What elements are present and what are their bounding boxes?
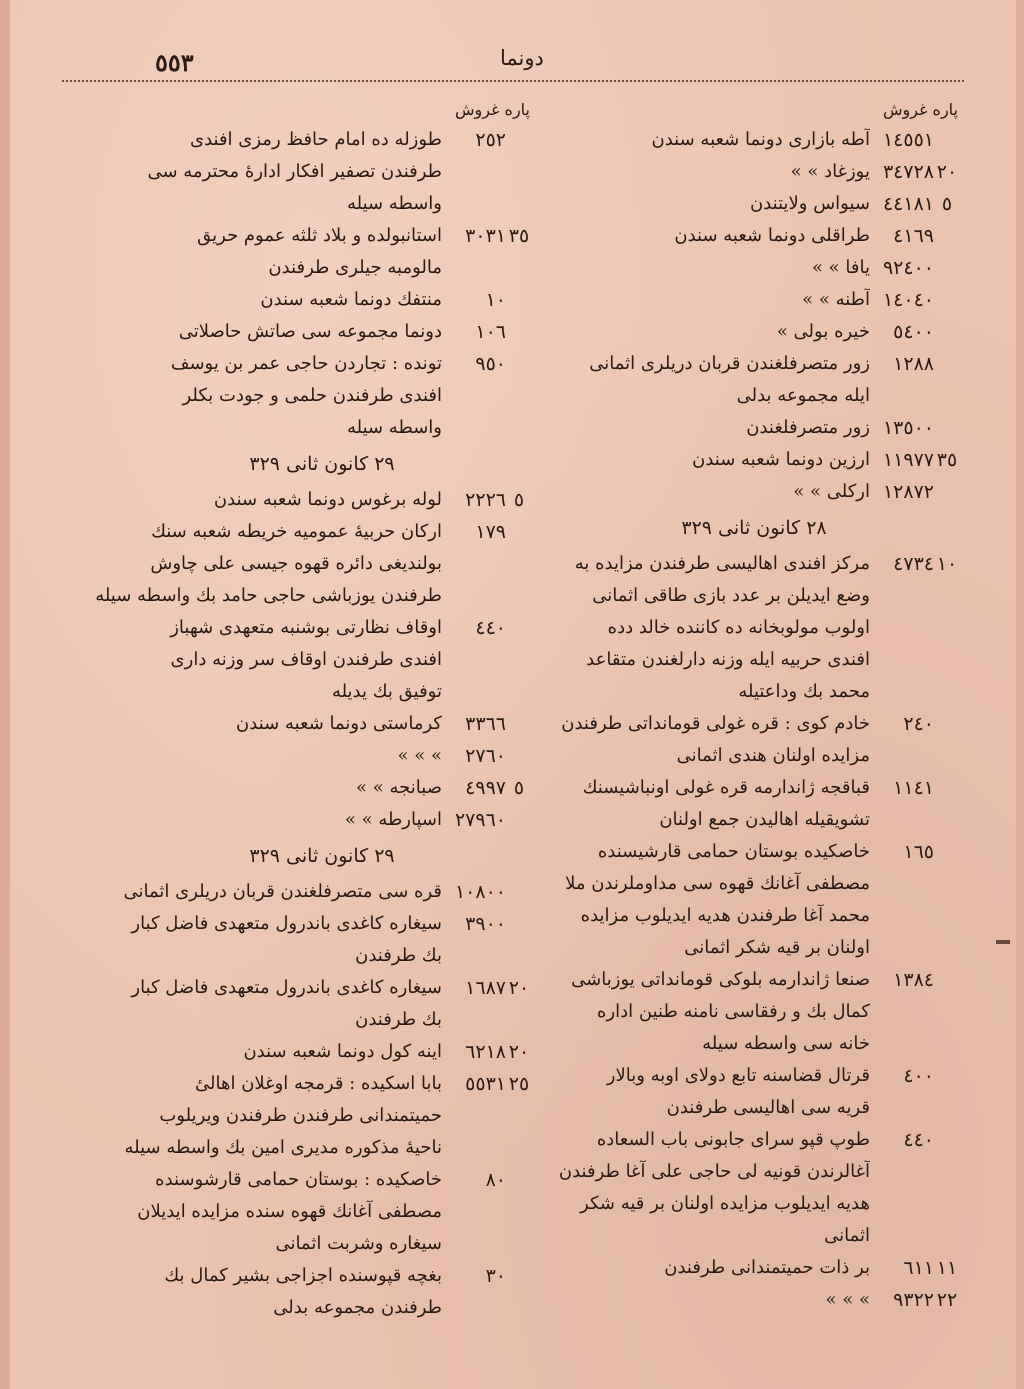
kurush-amount: ٣٠٣١	[465, 225, 506, 247]
entry-line: مرکز افندی اهالیسی طرفندن مزایده به	[574, 553, 870, 574]
ledger-entry	[548, 444, 960, 476]
kurush-amount: ٢٧٦٠	[465, 745, 506, 767]
entry-line: هدیه ایدیلوب مزایده اولنان بر قیه شکر	[580, 1193, 870, 1214]
entry-description	[112, 740, 442, 772]
para-amount: ٥	[941, 193, 953, 215]
entry-line: آطنه » »	[802, 289, 870, 310]
entry-line: اولوب مولوبخانه ده کاننده خالد دده	[607, 617, 870, 638]
kurush-amount: ١١٤١	[893, 777, 934, 799]
entry-description	[112, 316, 442, 348]
entry-description	[95, 516, 442, 612]
entry-line: طوپ قپو سرای جابونی باب السعاده	[596, 1129, 870, 1150]
entry-description	[548, 444, 870, 476]
left-column	[95, 96, 532, 1324]
entry-description	[112, 284, 442, 316]
right-column	[548, 96, 960, 1316]
entry-description	[548, 708, 870, 772]
entry-description	[548, 124, 870, 156]
kurush-amount: ٩٣٢٢	[893, 1289, 934, 1311]
ledger-entry	[548, 316, 960, 348]
para-amount: ٢٠	[936, 161, 958, 183]
kurush-amount: ٣٩٠٠	[465, 913, 506, 935]
entry-line: زور متصرفلغندن قربان دریلری اثمانی	[589, 353, 870, 374]
page-edge-right	[1016, 0, 1024, 1389]
kurush-amount: ٤٤٠	[903, 1129, 934, 1151]
entry-line: سیغاره کاغدی باندرول متعهدی فاضل کبار	[131, 913, 442, 934]
ledger-entry	[112, 1068, 532, 1164]
kurush-amount: ١٣٨٤	[893, 969, 934, 991]
kurush-amount: ١٦٨٧	[465, 977, 506, 999]
entry-description	[112, 220, 442, 284]
entry-description	[548, 964, 870, 1060]
ledger-entry	[548, 412, 960, 444]
ledger-entry	[548, 836, 960, 964]
entry-line: بغچه قپوسنده اجزاجی بشیر کمال بك	[164, 1265, 442, 1286]
entry-line: کمال بك و رفقاسی نامنه طنین اداره	[597, 1001, 870, 1022]
kurush-amount: ٣٤٧٢٨	[882, 161, 934, 183]
entry-line: اینه کول دونما شعبه سندن	[243, 1041, 442, 1062]
entry-line: قره سی متصرفلغندن قربان دریلری اثمانی	[123, 881, 442, 902]
entry-description	[548, 772, 870, 836]
ledger-entry	[548, 1252, 960, 1284]
entry-description	[548, 548, 870, 708]
kurush-amount: ١٤٠٤٠	[882, 289, 934, 311]
entry-line: آغالرندن قونیه لی حاجی علی آغا طرفندن	[558, 1161, 870, 1182]
ledger-entry	[112, 1036, 532, 1068]
ledger-entry	[112, 972, 532, 1036]
ledger-entry	[112, 220, 532, 284]
entry-line: کرماستی دونما شعبه سندن	[236, 713, 442, 734]
ledger-entry	[548, 476, 960, 508]
entry-line: » » »	[825, 1289, 870, 1310]
entry-line: اثمانی	[824, 1225, 870, 1246]
entry-line: حمیتمندانی طرفندن طرفندن ویریلوب	[159, 1105, 442, 1126]
para-amount: ٢٠	[508, 1041, 530, 1063]
entry-line: ارکلی » »	[793, 481, 870, 502]
kurush-amount: ١٠	[485, 289, 506, 311]
entry-line: آطه بازاری دونما شعبه سندن	[651, 129, 870, 150]
ledger-entry	[548, 284, 960, 316]
entry-line: توفیق بك یدیله	[331, 681, 442, 702]
entry-line: خاصکیده بوستان حمامی قارشیسنده	[597, 841, 870, 862]
kurush-amount: ٩٥٠	[475, 353, 506, 375]
entry-line: مصطفی آغانك قهوه سی مداوملرندن ملا	[565, 873, 870, 894]
kurush-amount: ٨٠	[485, 1169, 506, 1191]
entry-line: وضع ایدیلن بر عدد بازی طاقی اثمانی	[592, 585, 870, 606]
entry-line: منتفك دونما شعبه سندن	[260, 289, 442, 310]
entry-line: زور متصرفلغندن	[746, 417, 870, 438]
ledger-entry	[548, 548, 960, 708]
column-heading: پاره غروش	[883, 100, 958, 119]
entry-line: طوزله ده امام حافظ رمزی افندی	[189, 129, 442, 150]
ledger-entry	[548, 252, 960, 284]
entry-line: محمد بك وداعتیله	[738, 681, 870, 702]
ledger-entry	[112, 124, 532, 220]
para-amount: ٣٥	[508, 225, 530, 247]
entry-line: خادم کوی : قره غولی قومانداتی طرفندن	[561, 713, 870, 734]
entry-description	[112, 1068, 442, 1164]
kurush-amount: ٢٧٩٦٠	[454, 809, 506, 831]
entry-line: طراقلی دونما شعبه سندن	[674, 225, 870, 246]
entry-line: استانبولده و بلاد ثلثه عموم حریق	[197, 225, 442, 246]
kurush-amount: ١٦٥	[903, 841, 934, 863]
kurush-amount: ٦٢١٨	[465, 1041, 506, 1063]
kurush-amount: ٢٢٢٦	[465, 489, 506, 511]
entry-description	[548, 156, 870, 188]
para-amount: ١٠	[936, 553, 958, 575]
kurush-amount: ٢٥٢	[475, 129, 506, 151]
entry-line: یافا » »	[811, 257, 870, 278]
ledger-entry	[112, 612, 532, 708]
para-amount: ١١	[936, 1257, 958, 1279]
entry-description	[548, 1252, 870, 1284]
ledger-entry	[95, 516, 532, 612]
kurush-amount: ٩٢٤٠٠	[882, 257, 934, 279]
kurush-amount: ٤١٦٩	[893, 225, 934, 247]
entry-line: مالومبه جیلری طرفندن	[268, 257, 442, 278]
entry-line: افندی حربیه ایله وزنه دارلغندن متقاعد	[586, 649, 870, 670]
para-amount: ٥	[513, 777, 525, 799]
kurush-amount: ١٠٦	[475, 321, 506, 343]
entry-description	[112, 772, 442, 804]
entry-line: بر ذات حمیتمندانی طرفندن	[664, 1257, 870, 1278]
entry-description	[548, 476, 870, 508]
entry-line: تونده : تجاردن حاجی عمر بن یوسف	[170, 353, 442, 374]
entry-line: صبانجه » »	[356, 777, 442, 798]
para-amount: ٢٥	[508, 1073, 530, 1095]
entry-description	[112, 612, 442, 708]
entry-description	[112, 908, 442, 972]
ledger-entry	[548, 124, 960, 156]
entry-description	[548, 316, 870, 348]
kurush-amount: ٤٤٠	[475, 617, 506, 639]
entry-description	[548, 188, 870, 220]
ledger-entry	[112, 876, 532, 908]
kurush-amount: ٣٣٦٦	[465, 713, 506, 735]
date-heading: ٢٩ کانون ثانی ٣٢٩	[249, 453, 395, 475]
ledger-entry	[548, 348, 960, 412]
ledger-entry	[548, 188, 960, 220]
ledger-entry	[112, 1260, 532, 1324]
entry-description	[548, 284, 870, 316]
kurush-amount: ٥٥٣١	[465, 1073, 506, 1095]
kurush-amount: ٤٤١٨١	[882, 193, 934, 215]
entry-line: دونما مجموعه سی صاتش حاصلاتی	[178, 321, 442, 342]
kurush-amount: ١٣٥٠٠	[882, 417, 934, 439]
entry-line: طرفندن تصفیر افکار ادارهٔ محترمه سی	[147, 161, 442, 182]
ledger-entry	[112, 348, 532, 444]
ledger-entry	[112, 708, 532, 740]
ledger-entry	[548, 964, 960, 1060]
entry-description	[548, 836, 870, 964]
entry-line: ارزین دونما شعبه سندن	[692, 449, 870, 470]
header-rule	[62, 80, 964, 82]
entry-line: » » »	[397, 745, 442, 766]
entry-line: سیغاره وشربت اثمانی	[275, 1233, 442, 1254]
running-title: دونما	[500, 46, 544, 70]
kurush-amount: ١٤٥٥١	[882, 129, 934, 151]
ledger-entry	[112, 740, 532, 772]
kurush-amount: ٥٤٠٠	[893, 321, 934, 343]
entry-description	[112, 1164, 442, 1260]
entry-line: خیره بولی »	[776, 321, 870, 342]
entry-line: واسطه سیله	[346, 193, 442, 214]
entry-line: تشویقیله اهالیدن جمع اولنان	[659, 809, 870, 830]
para-amount: ٥	[513, 489, 525, 511]
ledger-entry	[548, 1124, 960, 1252]
ledger-entry	[548, 772, 960, 836]
entry-description	[112, 124, 442, 220]
para-amount: ٣٥	[936, 449, 958, 471]
kurush-amount: ١١٩٧٧	[882, 449, 934, 471]
entry-line: مصطفی آغانك قهوه سنده مزایده ایدیلان	[137, 1201, 442, 1222]
ledger-entry	[112, 772, 532, 804]
kurush-amount: ٢٤٠	[903, 713, 934, 735]
page-number: ٥٥٣	[155, 48, 194, 77]
kurush-amount: ٤٧٣٤	[893, 553, 934, 575]
entry-description	[548, 1124, 870, 1252]
entry-line: افندی طرفندن اوقاف سر وزنه داری	[170, 649, 442, 670]
ledger-entry	[112, 804, 532, 836]
entry-description	[548, 1060, 870, 1124]
entry-line: ارکان حربیهٔ عمومیه خریطه شعبه سنك	[151, 521, 442, 542]
entry-description	[548, 412, 870, 444]
entry-line: مزایده اولنان هندی اثمانی	[676, 745, 870, 766]
entry-line: بك طرفندن	[355, 1009, 442, 1030]
entry-line: قرتال قضاسنه تابع دولای اوبه وبالار	[606, 1065, 870, 1086]
ledger-entry	[112, 284, 532, 316]
entry-line: بابا اسکیده : قرمجه اوغلان اهالیٔ	[195, 1073, 442, 1094]
entry-line: سیغاره کاغدی باندرول متعهدی فاضل کبار	[131, 977, 442, 998]
kurush-amount: ٣٠	[485, 1265, 506, 1287]
entry-description	[112, 1036, 442, 1068]
ledger-entry	[548, 1284, 960, 1316]
entry-line: اسپارطه » »	[344, 809, 442, 830]
kurush-amount: ١٢٨٧٢	[882, 481, 934, 503]
entry-description	[112, 348, 442, 444]
entry-line: واسطه سیله	[346, 417, 442, 438]
kurush-amount: ٤٩٩٧	[465, 777, 506, 799]
kurush-amount: ١٠٨٠٠	[454, 881, 506, 903]
entry-description	[112, 1260, 442, 1324]
ledger-entry	[548, 156, 960, 188]
ledger-entry	[112, 1164, 532, 1260]
entry-line: ایله مجموعه بدلی	[736, 385, 870, 406]
entry-line: سیواس ولایتندن	[749, 193, 870, 214]
entry-line: بولندیغی دائره قهوه جیسی علی چاوش	[150, 553, 442, 574]
para-amount: ٢٢	[936, 1289, 958, 1311]
entry-description	[112, 708, 442, 740]
ledger-entry	[548, 708, 960, 772]
entry-line: خانه سی واسطه سیله	[702, 1033, 870, 1054]
kurush-amount: ٤٠٠	[903, 1065, 934, 1087]
entry-line: یوزغاد » »	[790, 161, 870, 182]
entry-line: اوقاف نظارتی بوشنبه متعهدی شهباز	[170, 617, 442, 638]
column-heading: پاره غروش	[455, 100, 530, 119]
entry-line: قباقجه ژاندارمه قره غولی اونباشیسنك	[582, 777, 870, 798]
ledger-entry	[548, 220, 960, 252]
entry-line: اولنان بر قیه شکر اثمانی	[684, 937, 870, 958]
date-heading: ٢٨ کانون ثانی ٣٢٩	[681, 517, 827, 539]
kurush-amount: ٦١١	[903, 1257, 934, 1279]
entry-description	[112, 876, 442, 908]
entry-description	[112, 484, 442, 516]
entry-description	[112, 804, 442, 836]
ledger-entry	[112, 908, 532, 972]
entry-description	[548, 348, 870, 412]
para-amount: ٢٠	[508, 977, 530, 999]
entry-line: ناحیهٔ مذکوره مدیری امین بك واسطه سیله	[124, 1137, 442, 1158]
page-header	[60, 44, 960, 84]
entry-line: خاصکیده : بوستان حمامی قارشوسنده	[155, 1169, 442, 1190]
entry-line: قریه سی اهالیسی طرفندن	[666, 1097, 870, 1118]
margin-mark	[996, 940, 1010, 944]
entry-description	[548, 1284, 870, 1316]
entry-description	[548, 252, 870, 284]
kurush-amount: ١٧٩	[475, 521, 506, 543]
ledger-entry	[112, 316, 532, 348]
entry-description	[548, 220, 870, 252]
entry-line: بك طرفندن	[355, 945, 442, 966]
kurush-amount: ١٢٨٨	[893, 353, 934, 375]
entry-line: صنعا ژاندارمه بلوکی قومانداتی یوزباشی	[571, 969, 870, 990]
ledger-entry	[112, 484, 532, 516]
ledger-entry	[548, 1060, 960, 1124]
entry-line: لوله برغوس دونما شعبه سندن	[213, 489, 442, 510]
entry-line: طرفندن یوزباشی حاجی حامد بك واسطه سیله	[95, 585, 442, 606]
entry-line: محمد آغا طرفندن هدیه ایدیلوب مزایده	[580, 905, 870, 926]
date-heading: ٢٩ کانون ثانی ٣٢٩	[249, 845, 395, 867]
entry-line: افندی طرفندن حلمی و جودت بکلر	[182, 385, 442, 406]
entry-description	[112, 972, 442, 1036]
page-edge-left	[0, 0, 10, 1389]
entry-line: طرفندن مجموعه بدلی	[273, 1297, 442, 1318]
